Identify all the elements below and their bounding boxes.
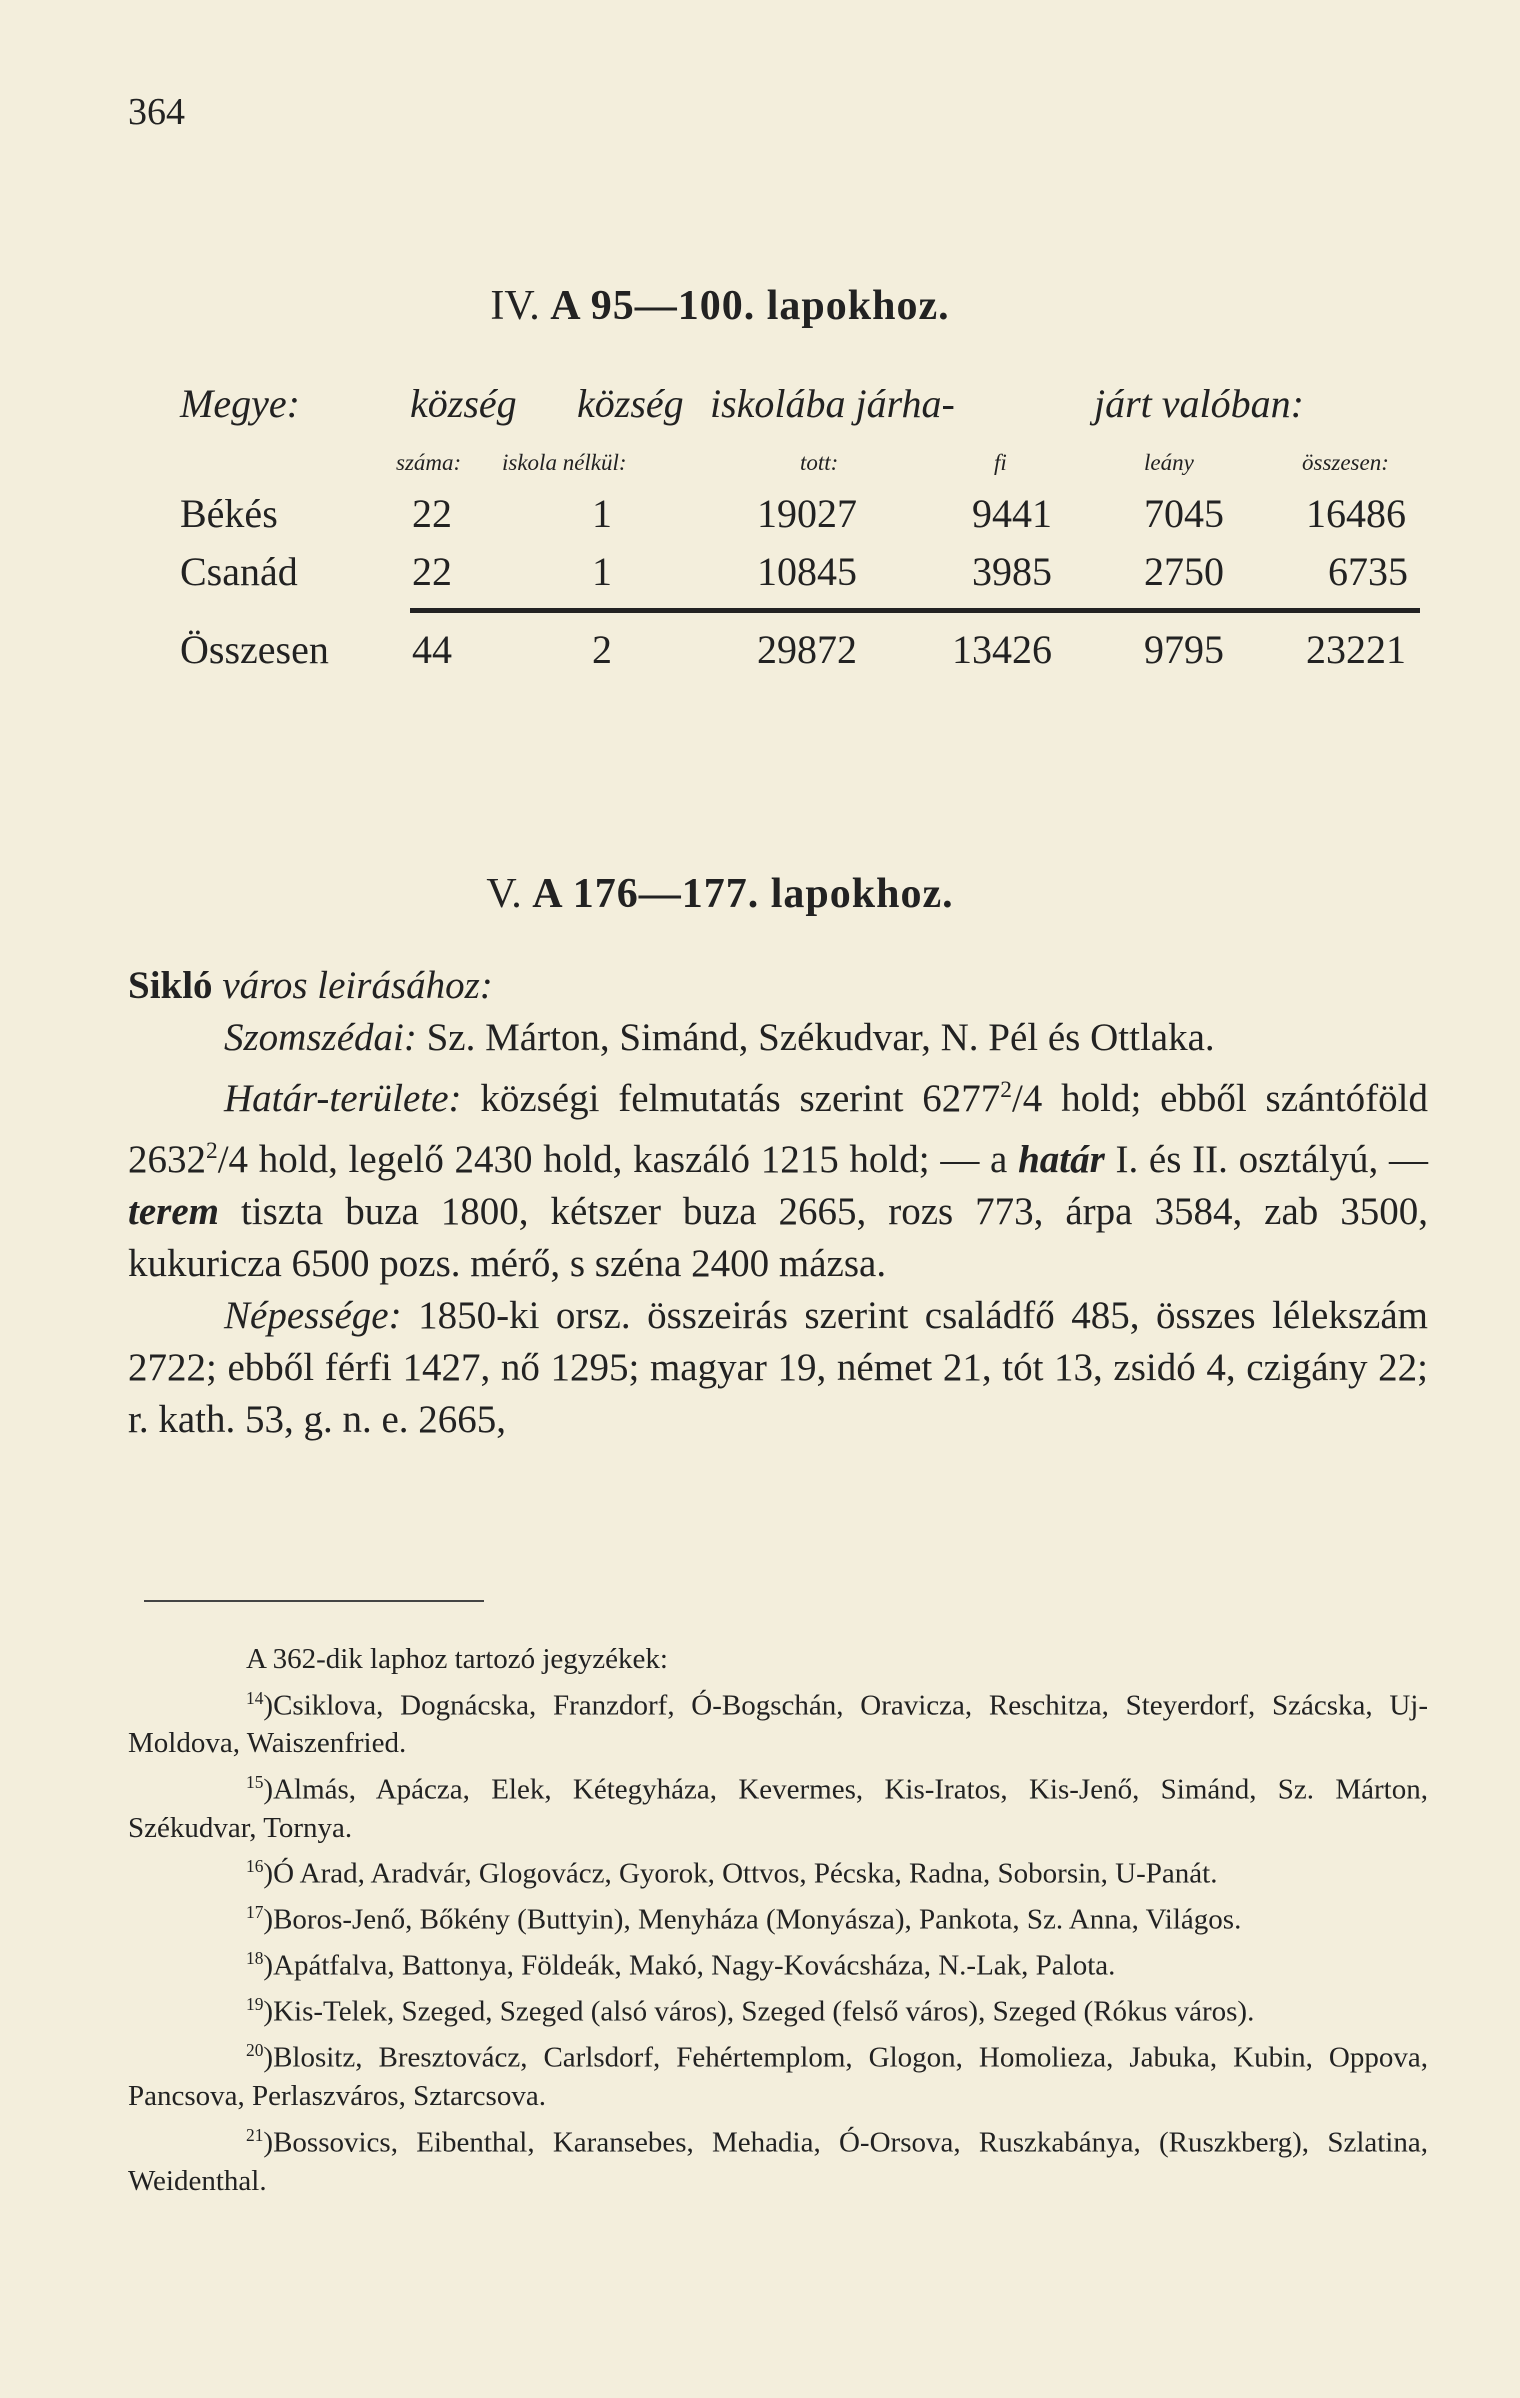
territory-label: Határ-területe: [224,1077,462,1121]
population-label: Népessége: [224,1294,402,1338]
table-cell: 29872 [757,627,857,672]
territory-paragraph [128,1064,1428,1290]
intro-rest: város leirásához: [222,964,493,1007]
neighbours-label: Szomszédai: [224,1016,417,1059]
fraction-sup: 2 [206,1138,218,1165]
table-cell: 2 [592,627,612,672]
table-row [182,544,1432,602]
table-subheader: tott: [800,450,839,475]
footnote-item: $^{16}$)Ó Arad, Aradvár, Glogovácz, Gyorok, Ottvos, Pécska, Radna, Soborsin, U-Panát. [246,1856,1218,1890]
table-subheader: összesen: [1302,450,1389,475]
footnote-text: Blositz, Bresztovácz, Carlsdorf, Fehértemplom, Glogon, Homolieza, Jabuka, Kubin, Oppova, Pancsova, Perlaszváros, Sztarcsova. [128,2041,1428,2113]
table-cell: Összesen [180,627,329,672]
footnote-item: $^{21}$)Bossovics, Eibenthal, Karansebes, Mehadia, Ó-Orsova, Ruszkabánya, (Ruszkberg), Szlatina, Weidenthal. [128,2124,1428,2197]
table-cell: 22 [412,549,452,594]
total-rule-wrap [182,602,1432,622]
footnote-rule [144,1600,484,1602]
footnote-number: 15 [246,1771,264,1792]
neighbours-paragraph [128,1012,1428,1064]
footnote-text: Ó Arad, Aradvár, Glogovácz, Gyorok, Ottvos, Pécska, Radna, Soborsin, U-Panát. [273,1857,1218,1890]
table-cell: 2750 [1144,549,1224,594]
table-header: Megye: [180,381,300,426]
table-header: község [410,381,517,426]
hatar-word: határ [1018,1138,1105,1182]
section-v-heading [0,870,1480,918]
section-iv-heading [0,282,1480,330]
footnote-text: Almás, Apácza, Elek, Kétegyháza, Kevermes, Kis-Iratos, Kis-Jenő, Simánd, Sz. Márton, Székudvar, Tornya. [128,1773,1428,1844]
footnote-item: $^{14}$)Csiklova, Dognácska, Franzdorf, Ó-Bogschán, Oravicza, Reschitza, Steyerdorf, Szácska, Uj-Moldova, Waiszenfried. [128,1687,1428,1760]
table-cell: 44 [412,627,452,672]
footnote-item: $^{19}$)Kis-Telek, Szeged, Szeged (alsó város), Szeged (felső város), Szeged (Rókus város). [246,1994,1255,2028]
page-number: 364 [128,91,185,133]
table-cell: 1 [592,549,612,594]
territory-text: I. és II. osztályú, — [1115,1138,1429,1182]
table-cell: 7045 [1144,491,1224,536]
table-cell: 9441 [972,491,1052,536]
footnote-number: 16 [246,1856,264,1877]
footnotes [128,1640,1428,2200]
territory-text: /4 hold, legelő 2430 hold, kaszáló 1215 hold; — a [217,1138,1008,1182]
footnote-text: Boros-Jenő, Bőkény (Buttyin), Menyháza (Monyásza), Pankota, Sz. Anna, Világos. [273,1903,1242,1936]
table-cell: 3985 [972,549,1052,594]
table-row [182,486,1432,544]
table-subheader: leány [1144,450,1194,475]
neighbours-text: Sz. Márton, Simánd, Székudvar, N. Pél és Ottlaka. [426,1016,1215,1059]
footnote-item: $^{18}$)Apátfalva, Battonya, Földeák, Makó, Nagy-Kovácsháza, N.-Lak, Palota. [246,1948,1116,1982]
footnote-number: 17 [246,1902,264,1923]
table-cell: 23221 [1306,627,1406,672]
table-cell: 9795 [1144,627,1224,672]
territory-text: községi felmutatás szerint 6277 [480,1077,1001,1121]
footnotes-title [128,1640,1428,1679]
footnote-item: $^{20}$)Blositz, Bresztovácz, Carlsdorf, Fehértemplom, Glogon, Homolieza, Jabuka, Kubin, Oppova, Pancsova, Perlaszváros, Sztarcsova. [128,2040,1428,2113]
table-header-row [182,380,1432,436]
footnote-number: 19 [246,1994,264,2015]
section-v-prefix: V. [486,871,522,917]
table-header: iskolába járha- [710,381,955,426]
footnote-text: Csiklova, Dognácska, Franzdorf, Ó-Bogschán, Oravicza, Reschitza, Steyerdorf, Szácska, Uj-Moldova, Waiszenfried. [128,1688,1428,1760]
town-name: Sikló [128,964,213,1007]
population-paragraph [128,1290,1428,1446]
footnote-item: $^{17}$)Boros-Jenő, Bőkény (Buttyin), Menyháza (Monyásza), Pankota, Sz. Anna, Világos. [246,1902,1242,1936]
footnote-number: 14 [246,1687,264,1708]
table-total-row [182,622,1432,680]
territory-text: /4 hold; ebből szántóföld 2632 [128,1077,1429,1182]
table-cell: 6735 [1328,549,1408,594]
table-cell: 16486 [1306,491,1406,536]
table-header: község [577,381,684,426]
intro-line [128,960,1428,1012]
footnote-item: $^{15}$)Almás, Apácza, Elek, Kétegyháza, Kevermes, Kis-Iratos, Kis-Jenő, Simánd, Sz. Márton, Székudvar, Tornya. [128,1771,1428,1844]
table-cell: 19027 [757,491,857,536]
table-cell: 1 [592,491,612,536]
footnote-text: Bossovics, Eibenthal, Karansebes, Mehadia, Ó-Orsova, Ruszkabánya, (Ruszkberg), Szlatina, Weidenthal. [128,2126,1428,2197]
section-iv-prefix: IV. [490,283,540,329]
population-text: 1850-ki orsz. összeirás szerint családfő 485, összes lélekszám 2722; ebből férfi 1427, nő 1295; magyar 19, német 21, tót 13, zsidó 4, czigány 22; r. kath. 53, g. n. e. 2665, [128,1294,1429,1442]
fraction-sup: 2 [1000,1077,1012,1103]
section-iv-title: A 95—100. lapokhoz. [550,283,950,329]
table-subheader-row [182,436,1432,486]
table-cell: Békés [180,491,278,536]
table-cell: Csanád [180,549,298,594]
table-subheader: száma: [396,450,462,475]
table-subheader: iskola nélkül: [502,450,627,475]
footnote-number: 20 [246,2040,264,2061]
town-description [128,960,1428,1446]
footnote-text: Kis-Telek, Szeged, Szeged (alsó város), Szeged (felső város), Szeged (Rókus város). [273,1995,1255,2028]
table-header: járt valóban: [1094,381,1304,426]
school-table [182,380,1432,680]
footnotes-title-text: A 362-dik laphoz tartozó jegyzékek: [246,1643,668,1675]
terem-word: terem [128,1190,219,1234]
table-cell: 10845 [757,549,857,594]
territory-text: tiszta buza 1800, kétszer buza 2665, rozs 773, árpa 3584, zab 3500, kukuricza 6500 pozs. mérő, s széna 2400 mázsa. [128,1190,1428,1286]
table-subheader: fi [994,450,1007,475]
table-cell: 13426 [952,627,1052,672]
footnote-number: 18 [246,1948,264,1969]
total-rule [410,608,1420,613]
footnote-number: 21 [246,2124,264,2145]
footnote-text: Apátfalva, Battonya, Földeák, Makó, Nagy-Kovácsháza, N.-Lak, Palota. [273,1949,1116,1982]
table-cell: 22 [412,491,452,536]
section-v-title: A 176—177. lapokhoz. [532,871,954,917]
